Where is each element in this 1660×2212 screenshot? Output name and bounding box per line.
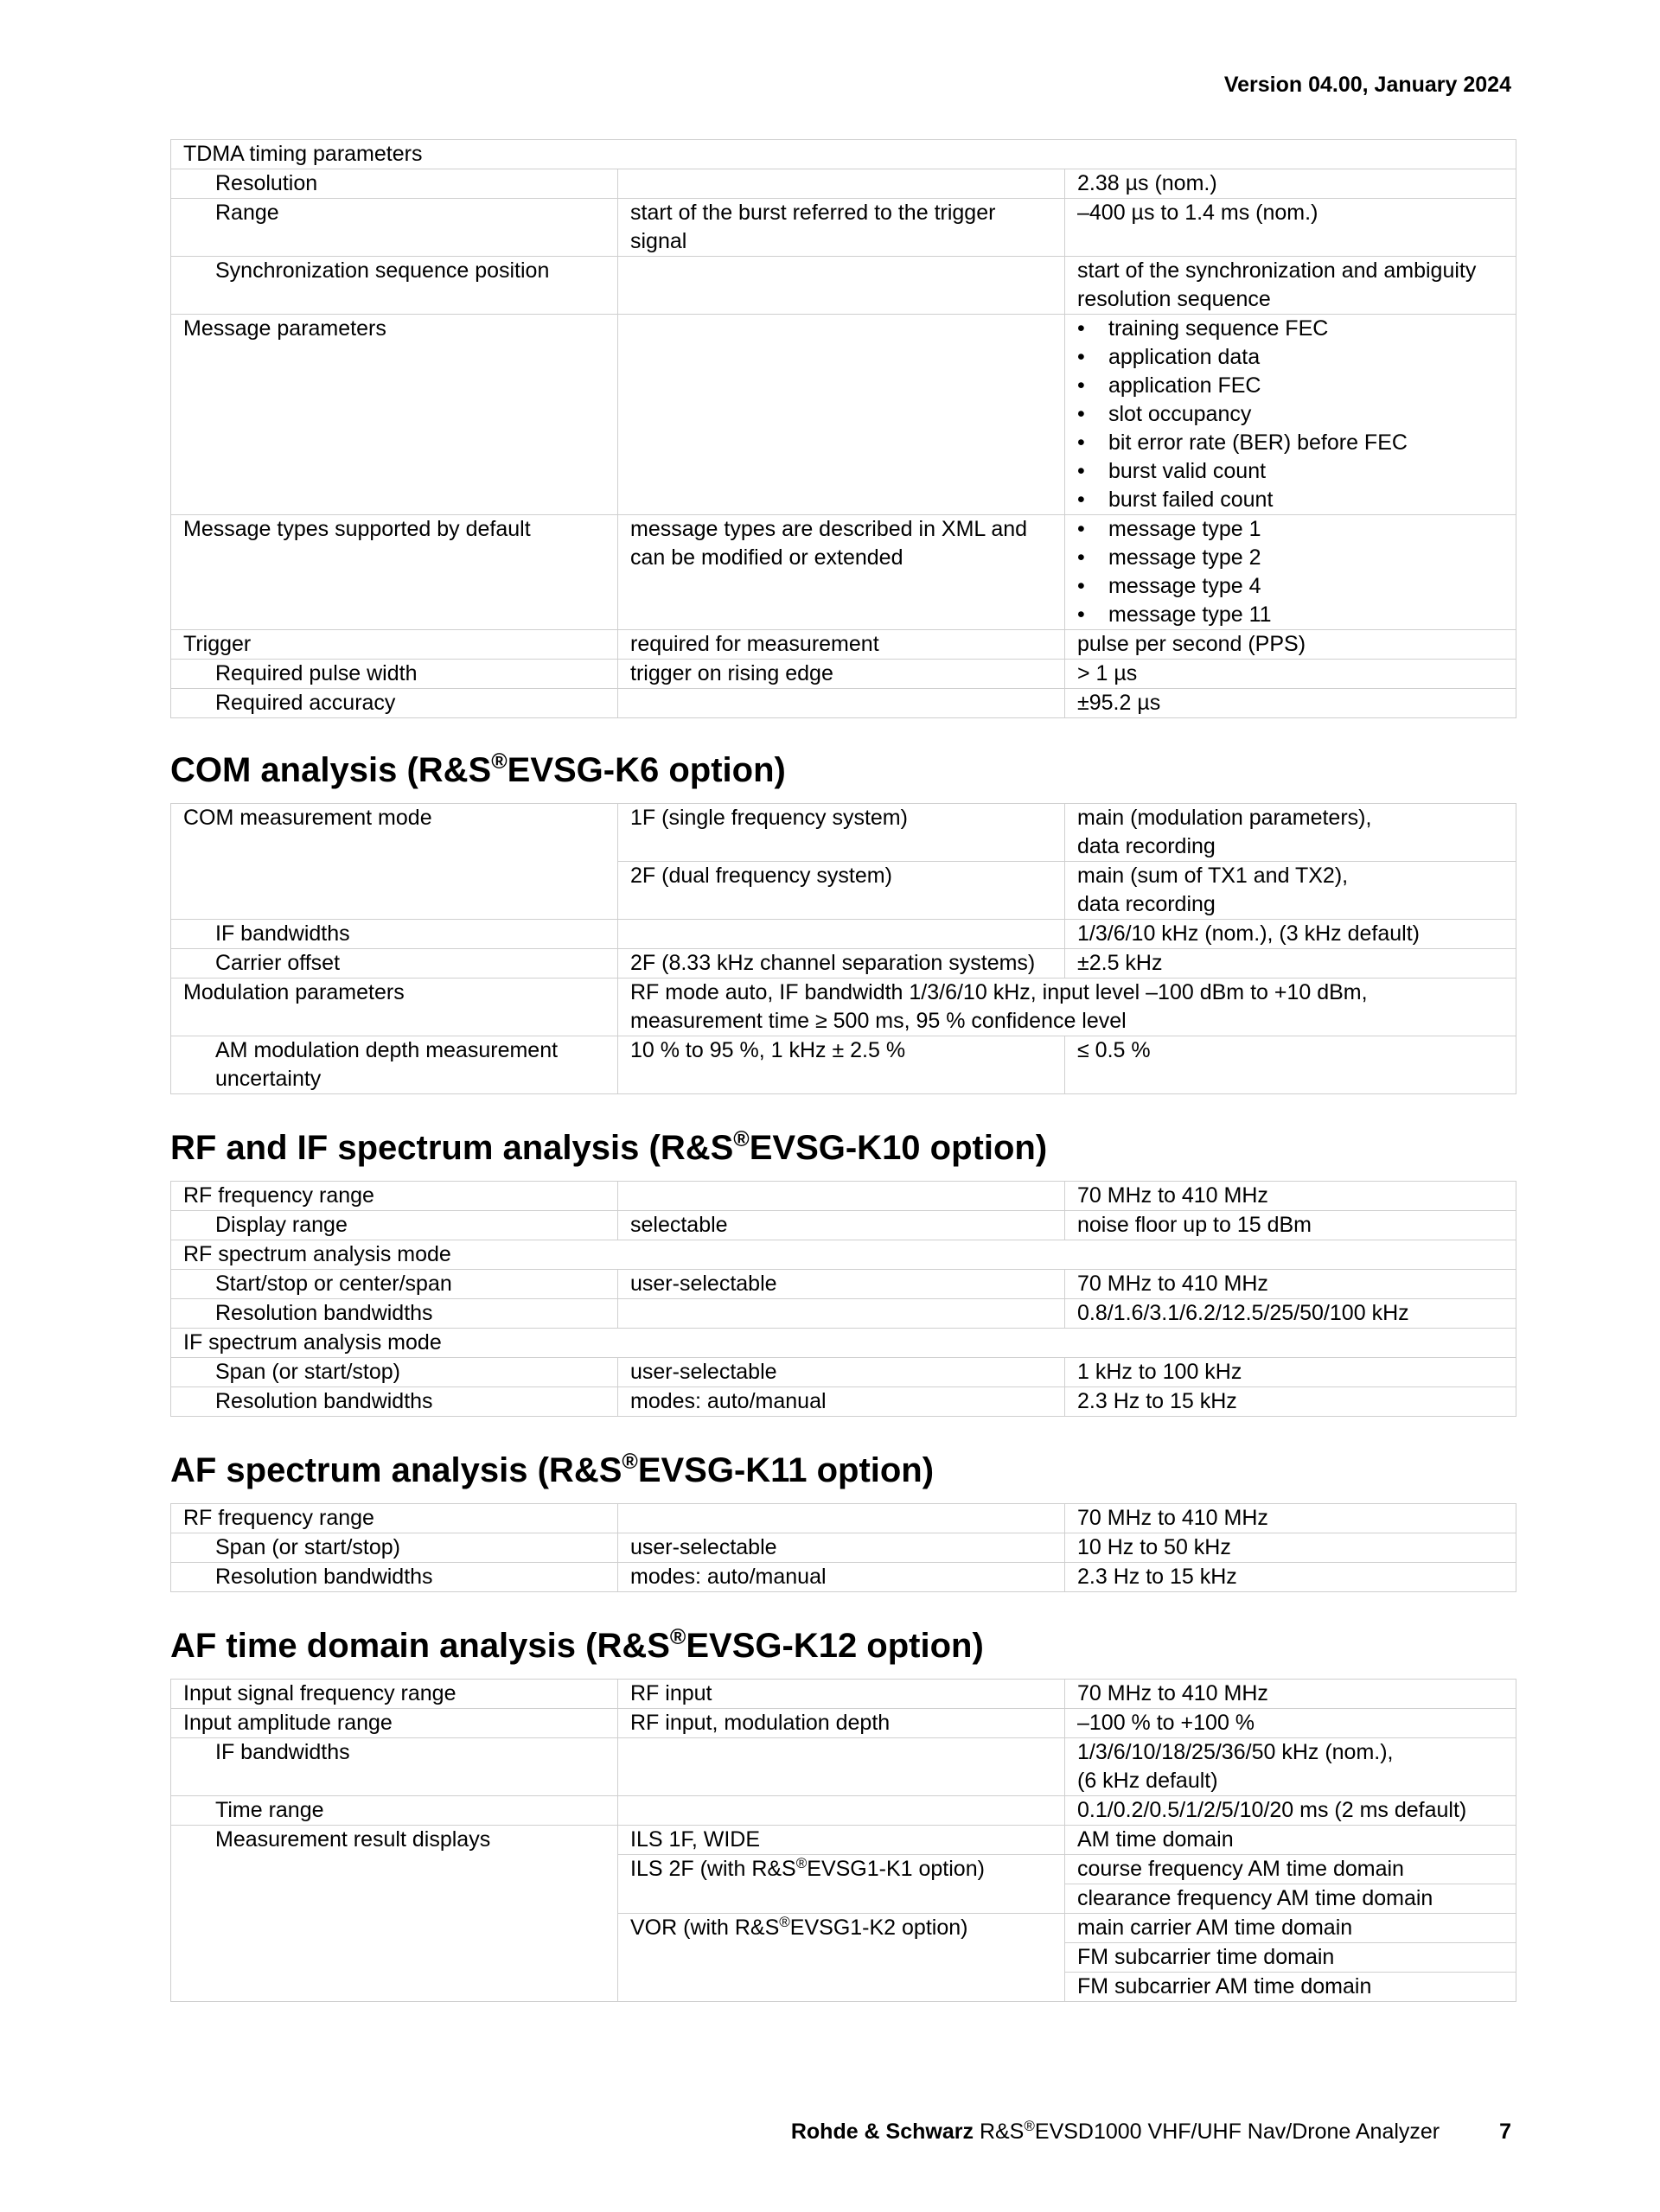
condition-cell: VOR (with R&S®EVSG1-K2 option): [618, 1914, 1065, 2002]
value-cell: main carrier AM time domain: [1065, 1914, 1516, 1943]
condition-cell: ILS 2F (with R&S®EVSG1-K1 option): [618, 1855, 1065, 1914]
value-cell: 10 Hz to 50 kHz: [1065, 1533, 1516, 1563]
table-row: [171, 949, 1516, 979]
condition-cell: user-selectable: [618, 1533, 1065, 1563]
table-row: [171, 1182, 1516, 1211]
list-item: • application data: [1077, 343, 1504, 372]
param-cell: Span (or start/stop): [171, 1358, 618, 1387]
list-item: • message type 4: [1077, 572, 1504, 601]
value-cell: 70 MHz to 410 MHz: [1065, 1680, 1516, 1709]
page-header: Version 04.00, January 2024: [1223, 73, 1511, 97]
value-cell: start of the synchronization and ambiguity resolution sequence: [1065, 257, 1516, 315]
value-line: RF mode auto, IF bandwidth 1/3/6/10 kHz, input level –100 dBm to +10 dBm,: [630, 980, 1368, 1004]
param-cell: Time range: [171, 1796, 618, 1826]
condition-cell: RF input: [618, 1680, 1065, 1709]
list-item: • slot occupancy: [1077, 400, 1504, 429]
value-cell: –100 % to +100 %: [1065, 1709, 1516, 1738]
value-cell: ±95.2 µs: [1065, 689, 1516, 718]
condition-cell: [618, 689, 1065, 718]
value-cell: –400 µs to 1.4 ms (nom.): [1065, 199, 1516, 257]
condition-cell: [618, 1299, 1065, 1329]
page-number: 7: [1499, 2120, 1511, 2144]
condition-cell: 1F (single frequency system): [618, 804, 1065, 862]
value-cell: clearance frequency AM time domain: [1065, 1884, 1516, 1914]
table-row: [171, 1211, 1516, 1240]
value-cell: [1065, 804, 1516, 862]
condition-cell: [618, 920, 1065, 949]
table-row: [171, 257, 1516, 315]
value-cell: 2.3 Hz to 15 kHz: [1065, 1563, 1516, 1592]
table-row: [171, 1387, 1516, 1417]
param-cell: Message parameters: [171, 315, 618, 515]
table-row: [171, 920, 1516, 949]
value-cell: 1/3/6/10 kHz (nom.), (3 kHz default): [1065, 920, 1516, 949]
table-row: [171, 169, 1516, 199]
value-cell: [1065, 315, 1516, 515]
condition-cell: 2F (dual frequency system): [618, 862, 1065, 920]
param-cell: Trigger: [171, 630, 618, 660]
value-line: data recording: [1077, 834, 1216, 858]
param-cell: RF frequency range: [171, 1504, 618, 1533]
table-row: [171, 660, 1516, 689]
table-row: [171, 689, 1516, 718]
value-cell: pulse per second (PPS): [1065, 630, 1516, 660]
com-analysis-table: [170, 803, 1516, 1094]
value-cell: course frequency AM time domain: [1065, 1855, 1516, 1884]
condition-cell: [618, 1796, 1065, 1826]
param-cell: Message types supported by default: [171, 515, 618, 630]
param-cell: Range: [171, 199, 618, 257]
value-cell: 2.3 Hz to 15 kHz: [1065, 1387, 1516, 1417]
param-cell: RF frequency range: [171, 1182, 618, 1211]
af-time-domain-table: [170, 1679, 1516, 2002]
condition-cell: modes: auto/manual: [618, 1387, 1065, 1417]
table-row: [171, 1358, 1516, 1387]
value-cell: 70 MHz to 410 MHz: [1065, 1182, 1516, 1211]
param-cell: IF bandwidths: [171, 1738, 618, 1796]
param-cell: Input amplitude range: [171, 1709, 618, 1738]
table-row: [171, 1680, 1516, 1709]
condition-cell: [618, 169, 1065, 199]
param-cell: Input signal frequency range: [171, 1680, 618, 1709]
table-row: [171, 1826, 1516, 1855]
section-title-af-time-domain: AF time domain analysis (R&S®EVSG-K12 option): [170, 1625, 984, 1665]
condition-cell: [618, 979, 1516, 1036]
condition-cell: message types are described in XML and can be modified or extended: [618, 515, 1065, 630]
table-row: [171, 1270, 1516, 1299]
value-cell: [1065, 515, 1516, 630]
list-item: • application FEC: [1077, 372, 1504, 400]
table-row: [171, 140, 1516, 169]
condition-cell: [618, 315, 1065, 515]
value-line: main (modulation parameters),: [1077, 806, 1372, 830]
table-row: [171, 1796, 1516, 1826]
value-cell: 70 MHz to 410 MHz: [1065, 1270, 1516, 1299]
table-row: [171, 1709, 1516, 1738]
param-cell: Synchronization sequence position: [171, 257, 618, 315]
value-cell: ≤ 0.5 %: [1065, 1036, 1516, 1094]
table-row: [171, 1240, 1516, 1270]
value-cell: ±2.5 kHz: [1065, 949, 1516, 979]
value-cell: noise floor up to 15 dBm: [1065, 1211, 1516, 1240]
condition-cell: user-selectable: [618, 1270, 1065, 1299]
table-row: [171, 315, 1516, 515]
condition-cell: start of the burst referred to the trigger signal: [618, 199, 1065, 257]
condition-cell: ILS 1F, WIDE: [618, 1826, 1065, 1855]
list-item: • message type 2: [1077, 544, 1504, 572]
list-item: • message type 1: [1077, 515, 1504, 544]
param-cell: Required pulse width: [171, 660, 618, 689]
table-row: [171, 515, 1516, 630]
message-parameters-list: [1077, 315, 1504, 514]
condition-cell: [618, 257, 1065, 315]
condition-cell: [618, 1182, 1065, 1211]
value-line: data recording: [1077, 892, 1216, 916]
condition-cell: 10 % to 95 %, 1 kHz ± 2.5 %: [618, 1036, 1065, 1094]
param-cell: Start/stop or center/span: [171, 1270, 618, 1299]
section-title-af-spectrum: AF spectrum analysis (R&S®EVSG-K11 option): [170, 1450, 935, 1489]
value-cell: AM time domain: [1065, 1826, 1516, 1855]
group-heading: TDMA timing parameters: [171, 140, 1516, 169]
rf-if-spectrum-table: [170, 1181, 1516, 1417]
condition-cell: [618, 1504, 1065, 1533]
section-title-rf-if: RF and IF spectrum analysis (R&S®EVSG-K10 option): [170, 1127, 1048, 1167]
value-cell: > 1 µs: [1065, 660, 1516, 689]
table-row: [171, 630, 1516, 660]
list-item: • burst valid count: [1077, 457, 1504, 486]
value-cell: 1 kHz to 100 kHz: [1065, 1358, 1516, 1387]
value-cell: [1065, 1738, 1516, 1796]
table-row: [171, 1329, 1516, 1358]
table-row: [171, 1036, 1516, 1094]
condition-cell: 2F (8.33 kHz channel separation systems): [618, 949, 1065, 979]
param-cell: Resolution bandwidths: [171, 1387, 618, 1417]
section-title-com: COM analysis (R&S®EVSG-K6 option): [170, 749, 786, 789]
table-row: [171, 1299, 1516, 1329]
list-item: • burst failed count: [1077, 486, 1504, 514]
condition-cell: selectable: [618, 1211, 1065, 1240]
condition-cell: modes: auto/manual: [618, 1563, 1065, 1592]
value-cell: FM subcarrier time domain: [1065, 1943, 1516, 1973]
param-cell: Span (or start/stop): [171, 1533, 618, 1563]
value-cell: 70 MHz to 410 MHz: [1065, 1504, 1516, 1533]
param-cell: Resolution bandwidths: [171, 1299, 618, 1329]
group-heading: IF spectrum analysis mode: [171, 1329, 1516, 1358]
condition-cell: RF input, modulation depth: [618, 1709, 1065, 1738]
message-types-list: [1077, 515, 1504, 629]
value-line: measurement time ≥ 500 ms, 95 % confidence level: [630, 1009, 1127, 1033]
value-line: (6 kHz default): [1077, 1769, 1218, 1793]
condition-cell: required for measurement: [618, 630, 1065, 660]
value-cell: FM subcarrier AM time domain: [1065, 1973, 1516, 2002]
footer-product: R&S®EVSD1000 VHF/UHF Nav/Drone Analyzer: [979, 2118, 1440, 2144]
table-row: [171, 199, 1516, 257]
footer-brand: Rohde & Schwarz: [790, 2120, 974, 2144]
table-row: [171, 1738, 1516, 1796]
condition-cell: trigger on rising edge: [618, 660, 1065, 689]
param-cell: Resolution bandwidths: [171, 1563, 618, 1592]
param-cell: Carrier offset: [171, 949, 618, 979]
param-cell: Modulation parameters: [171, 979, 618, 1036]
param-cell: Display range: [171, 1211, 618, 1240]
value-cell: 2.38 µs (nom.): [1065, 169, 1516, 199]
tdma-timing-table: [170, 139, 1516, 718]
page-content: [170, 139, 1516, 2002]
list-item: • message type 11: [1077, 601, 1504, 629]
table-row: [171, 1533, 1516, 1563]
list-item: • training sequence FEC: [1077, 315, 1504, 343]
group-heading: RF spectrum analysis mode: [171, 1240, 1516, 1270]
condition-cell: user-selectable: [618, 1358, 1065, 1387]
value-cell: [1065, 862, 1516, 920]
table-row: [171, 804, 1516, 862]
condition-cell: [618, 1738, 1065, 1796]
table-row: [171, 1504, 1516, 1533]
value-line: 1/3/6/10/18/25/36/50 kHz (nom.),: [1077, 1740, 1394, 1764]
param-cell: Measurement result displays: [171, 1826, 618, 2002]
value-cell: 0.8/1.6/3.1/6.2/12.5/25/50/100 kHz: [1065, 1299, 1516, 1329]
param-cell: AM modulation depth measurement uncertainty: [171, 1036, 618, 1094]
param-cell: COM measurement mode: [171, 804, 618, 920]
param-cell: IF bandwidths: [171, 920, 618, 949]
af-spectrum-table: [170, 1503, 1516, 1592]
param-cell: Required accuracy: [171, 689, 618, 718]
table-row: [171, 979, 1516, 1036]
value-cell: 0.1/0.2/0.5/1/2/5/10/20 ms (2 ms default): [1065, 1796, 1516, 1826]
value-line: main (sum of TX1 and TX2),: [1077, 864, 1349, 888]
table-row: [171, 1563, 1516, 1592]
param-cell: Resolution: [171, 169, 618, 199]
list-item: • bit error rate (BER) before FEC: [1077, 429, 1504, 457]
page-footer: [791, 2120, 1511, 2145]
